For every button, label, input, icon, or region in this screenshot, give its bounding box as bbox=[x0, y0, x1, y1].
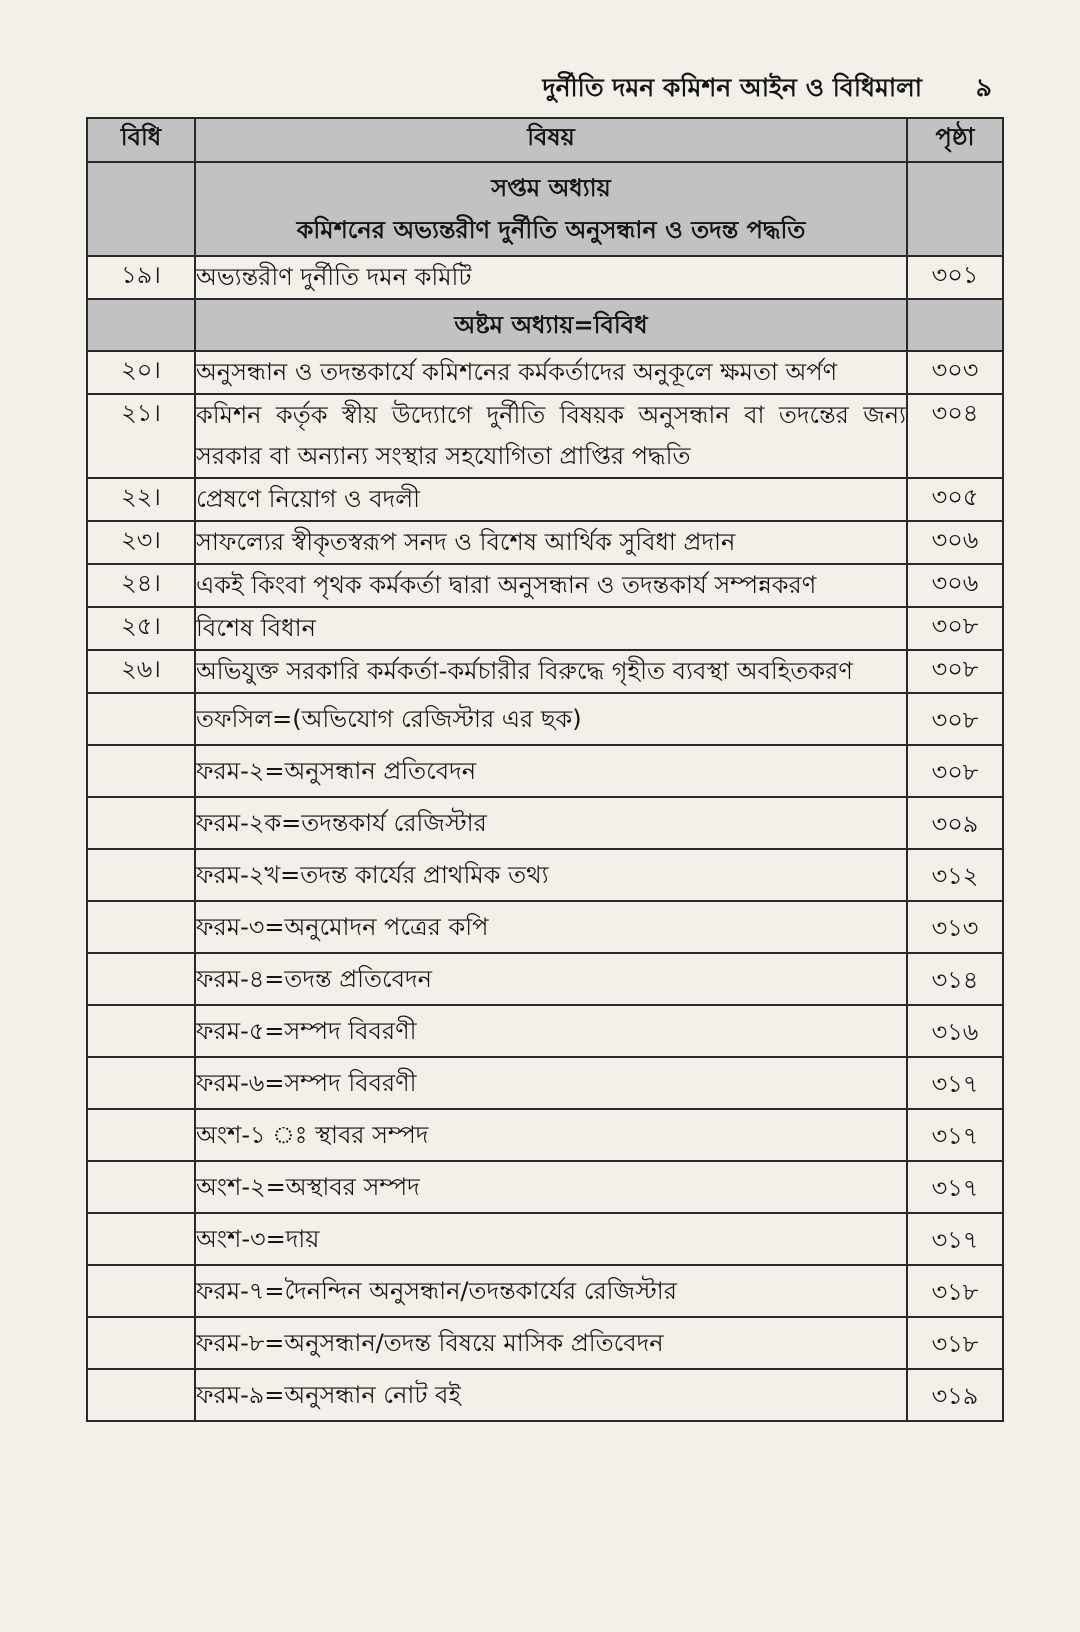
page-ref: ৩০১ bbox=[907, 256, 1003, 299]
page-ref: ৩০৩ bbox=[907, 351, 1003, 394]
rule-number: ২৫। bbox=[87, 607, 195, 650]
rule-number bbox=[87, 849, 195, 901]
rule-number: ২৪। bbox=[87, 564, 195, 607]
page-ref: ৩০৫ bbox=[907, 478, 1003, 521]
form-subject: অংশ-৩=দায় bbox=[195, 1213, 907, 1265]
rule-number bbox=[87, 1369, 195, 1421]
rule-number: ২১। bbox=[87, 394, 195, 478]
form-row bbox=[87, 693, 1003, 745]
form-subject: ফরম-৭=দৈনন্দিন অনুসন্ধান/তদন্তকার্যের রেজিস্টার bbox=[195, 1265, 907, 1317]
page-ref: ৩০৬ bbox=[907, 564, 1003, 607]
page-ref: ৩০৯ bbox=[907, 797, 1003, 849]
table-header-row bbox=[87, 118, 1003, 162]
rule-subject: প্রেষণে নিয়োগ ও বদলী bbox=[195, 478, 907, 521]
rule-number bbox=[87, 1213, 195, 1265]
chapter-heading-row bbox=[87, 299, 1003, 351]
running-header bbox=[0, 62, 1080, 112]
rule-number bbox=[87, 1317, 195, 1369]
page-ref: ৩১২ bbox=[907, 849, 1003, 901]
page-ref: ৩০৮ bbox=[907, 650, 1003, 693]
form-subject: অংশ-১ ঃ স্থাবর সম্পদ bbox=[195, 1109, 907, 1161]
form-row bbox=[87, 1369, 1003, 1421]
table-cell bbox=[87, 162, 195, 256]
rule-subject: একই কিংবা পৃথক কর্মকর্তা দ্বারা অনুসন্ধান ও তদন্তকার্য সম্পন্নকরণ bbox=[195, 564, 907, 607]
form-subject: অংশ-২=অস্থাবর সম্পদ bbox=[195, 1161, 907, 1213]
chapter-title: সপ্তম অধ্যায় bbox=[491, 174, 611, 202]
page-ref: ৩০৮ bbox=[907, 745, 1003, 797]
table-row bbox=[87, 351, 1003, 394]
rule-number bbox=[87, 745, 195, 797]
page-ref: ৩১৩ bbox=[907, 901, 1003, 953]
page-ref: ৩১৮ bbox=[907, 1265, 1003, 1317]
form-row bbox=[87, 1161, 1003, 1213]
rule-number: ২২। bbox=[87, 478, 195, 521]
rule-number bbox=[87, 1161, 195, 1213]
rule-subject: অভ্যন্তরীণ দুর্নীতি দমন কমিটি bbox=[195, 256, 907, 299]
chapter-heading bbox=[195, 162, 907, 256]
book-title: দুর্নীতি দমন কমিশন আইন ও বিধিমালা bbox=[542, 73, 922, 102]
contents-table bbox=[86, 117, 1004, 1422]
form-row bbox=[87, 1005, 1003, 1057]
rule-subject: কমিশন কর্তৃক স্বীয় উদ্যোগে দুর্নীতি বিষয়ক অনুসন্ধান বা তদন্তের জন্য সরকার বা অন্যান্য সংস্থার সহযোগিতা প্রাপ্তির পদ্ধতি bbox=[195, 394, 907, 478]
form-subject: ফরম-৫=সম্পদ বিবরণী bbox=[195, 1005, 907, 1057]
page-ref: ৩১৬ bbox=[907, 1005, 1003, 1057]
rule-number bbox=[87, 1109, 195, 1161]
table-row bbox=[87, 607, 1003, 650]
table-row bbox=[87, 650, 1003, 693]
form-subject: ফরম-৩=অনুমোদন পত্রের কপি bbox=[195, 901, 907, 953]
form-row bbox=[87, 1265, 1003, 1317]
rule-number bbox=[87, 953, 195, 1005]
form-subject: ফরম-৪=তদন্ত প্রতিবেদন bbox=[195, 953, 907, 1005]
form-row bbox=[87, 1317, 1003, 1369]
rule-number: ২০। bbox=[87, 351, 195, 394]
chapter-title: অষ্টম অধ্যায়=বিবিধ bbox=[195, 299, 907, 351]
rule-number: ১৯। bbox=[87, 256, 195, 299]
table-row bbox=[87, 394, 1003, 478]
form-subject: ফরম-২=অনুসন্ধান প্রতিবেদন bbox=[195, 745, 907, 797]
form-rows bbox=[87, 693, 1003, 1421]
page-ref: ৩০৮ bbox=[907, 607, 1003, 650]
page-ref: ৩০৮ bbox=[907, 693, 1003, 745]
page-ref: ৩১৮ bbox=[907, 1317, 1003, 1369]
form-row bbox=[87, 953, 1003, 1005]
page-ref: ৩০৪ bbox=[907, 394, 1003, 478]
rule-number bbox=[87, 1265, 195, 1317]
chapter-subtitle: কমিশনের অভ্যন্তরীণ দুর্নীতি অনুসন্ধান ও তদন্ত পদ্ধতি bbox=[296, 216, 806, 244]
rule-number bbox=[87, 797, 195, 849]
rule-subject: সাফল্যের স্বীকৃতস্বরূপ সনদ ও বিশেষ আর্থিক সুবিধা প্রদান bbox=[195, 521, 907, 564]
form-subject: ফরম-৯=অনুসন্ধান নোট বই bbox=[195, 1369, 907, 1421]
rule-number: ২৩। bbox=[87, 521, 195, 564]
rule-number: ২৬। bbox=[87, 650, 195, 693]
table-row bbox=[87, 256, 1003, 299]
form-row bbox=[87, 745, 1003, 797]
table-row bbox=[87, 521, 1003, 564]
table-cell bbox=[87, 299, 195, 351]
page-ref: ৩১৭ bbox=[907, 1109, 1003, 1161]
rule-number bbox=[87, 1057, 195, 1109]
table-cell bbox=[907, 162, 1003, 256]
form-subject: ফরম-২ক=তদন্তকার্য রেজিস্টার bbox=[195, 797, 907, 849]
form-row bbox=[87, 1057, 1003, 1109]
rule-rows bbox=[87, 351, 1003, 693]
rule-subject: অনুসন্ধান ও তদন্তকার্যে কমিশনের কর্মকর্তাদের অনুকূলে ক্ষমতা অর্পণ bbox=[195, 351, 907, 394]
form-row bbox=[87, 797, 1003, 849]
table-row bbox=[87, 564, 1003, 607]
page-ref: ৩১৯ bbox=[907, 1369, 1003, 1421]
page-ref: ৩০৬ bbox=[907, 521, 1003, 564]
column-header-page: পৃষ্ঠা bbox=[907, 118, 1003, 162]
form-subject: ফরম-২খ=তদন্ত কার্যের প্রাথমিক তথ্য bbox=[195, 849, 907, 901]
rule-number bbox=[87, 693, 195, 745]
table-cell bbox=[907, 299, 1003, 351]
form-subject: ফরম-৬=সম্পদ বিবরণী bbox=[195, 1057, 907, 1109]
form-subject: তফসিল=(অভিযোগ রেজিস্টার এর ছক) bbox=[195, 693, 907, 745]
form-row bbox=[87, 1213, 1003, 1265]
column-header-subject: বিষয় bbox=[195, 118, 907, 162]
rule-subject: বিশেষ বিধান bbox=[195, 607, 907, 650]
chapter-heading-row bbox=[87, 162, 1003, 256]
form-row bbox=[87, 849, 1003, 901]
form-row bbox=[87, 1109, 1003, 1161]
form-row bbox=[87, 901, 1003, 953]
rule-number bbox=[87, 901, 195, 953]
table-row bbox=[87, 478, 1003, 521]
form-subject: ফরম-৮=অনুসন্ধান/তদন্ত বিষয়ে মাসিক প্রতিবেদন bbox=[195, 1317, 907, 1369]
column-header-rule: বিধি bbox=[87, 118, 195, 162]
page-ref: ৩১৭ bbox=[907, 1213, 1003, 1265]
page-ref: ৩১৭ bbox=[907, 1161, 1003, 1213]
page-number: ৯ bbox=[975, 73, 992, 102]
page-ref: ৩১৭ bbox=[907, 1057, 1003, 1109]
page-ref: ৩১৪ bbox=[907, 953, 1003, 1005]
rule-number bbox=[87, 1005, 195, 1057]
rule-subject: অভিযুক্ত সরকারি কর্মকর্তা-কর্মচারীর বিরুদ্ধে গৃহীত ব্যবস্থা অবহিতকরণ bbox=[195, 650, 907, 693]
